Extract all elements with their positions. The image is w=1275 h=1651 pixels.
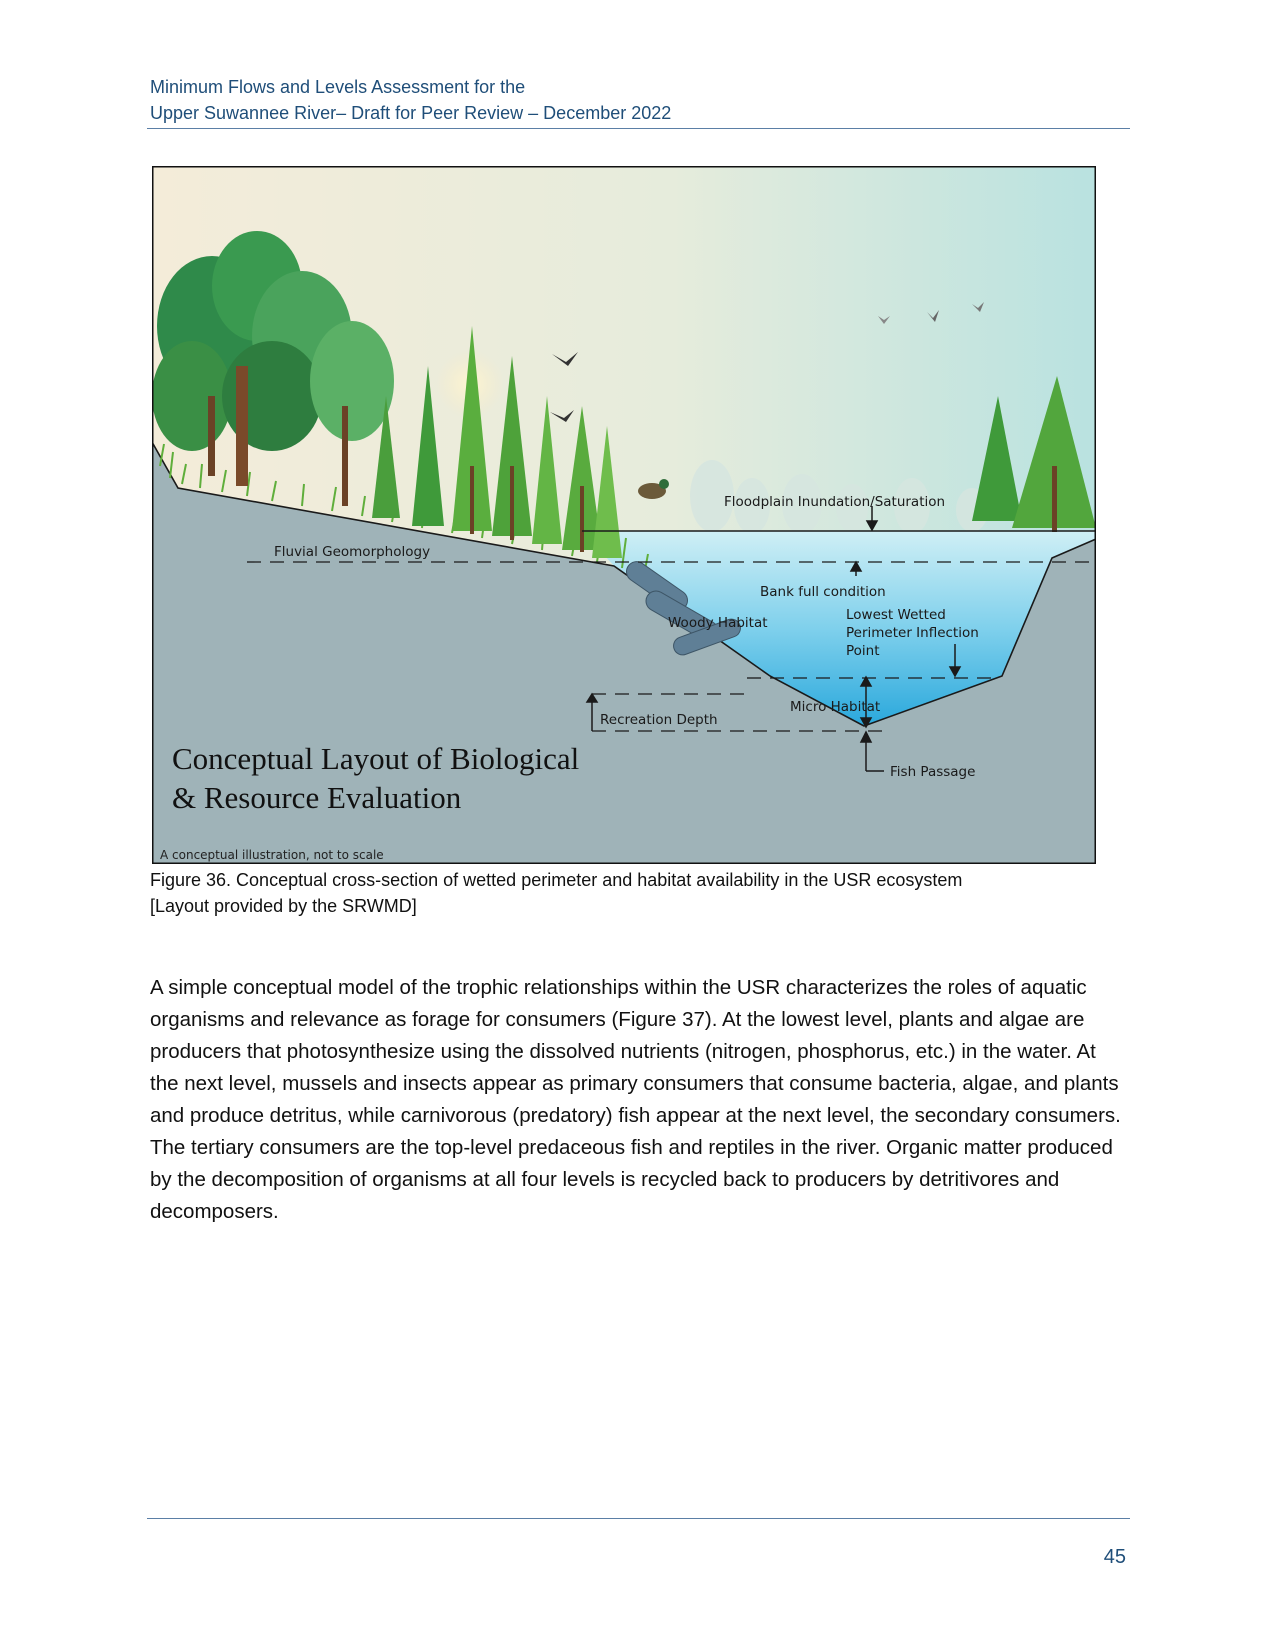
figure-title-line-2: & Resource Evaluation [172,780,462,815]
figure-illustration [152,166,1096,864]
figure-caption [150,867,1130,919]
label-woody-habitat: Woody Habitat [668,615,768,631]
label-micro-habitat: Micro Habitat [790,699,881,715]
label-fluvial-geomorphology: Fluvial Geomorphology [274,544,431,560]
header-line-2: Upper Suwannee River– Draft for Peer Review – December 2022 [150,103,672,123]
label-bank-full: Bank full condition [760,584,886,600]
label-floodplain: Floodplain Inundation/Saturation [724,494,946,510]
label-recreation-depth: Recreation Depth [600,712,718,728]
page-number: 45 [1103,1546,1126,1568]
label-fish-passage: Fish Passage [890,764,976,780]
running-header [150,74,1130,126]
body-paragraph: A simple conceptual model of the trophic relationships within the USR characterizes the roles of aquatic organisms and relevance as forage for consumers (Figure 37). At the lowest level, plants and algae are producers that photosynthesize using the dissolved nutrients (nitrogen, phosphorus, etc.) in the water. At the next level, mussels and insects appear as primary consumers that consume bacteria, algae, and plants and produce detritus, while carnivorous (predatory) fish appear at the next level, the secondary consumers. The tertiary consumers are the top-level predaceous fish and reptiles in the river. Organic matter produced by the decomposition of organisms at all four levels is recycled back to producers by detritivores and decomposers. [150,976,1121,1223]
label-lowest-wetted-3: Point [846,643,880,659]
figure-not-to-scale-note: A conceptual illustration, not to scale [160,848,384,862]
header-rule [147,128,1130,129]
label-lowest-wetted-2: Perimeter Inflection [846,625,979,641]
caption-line-2: [Layout provided by the SRWMD] [150,896,417,916]
footer-rule [147,1518,1130,1519]
figure-title-line-1: Conceptual Layout of Biological [172,741,580,776]
header-line-1: Minimum Flows and Levels Assessment for the [150,77,526,97]
caption-line-1: Figure 36. Conceptual cross-section of wetted perimeter and habitat availability in the USR ecosystem [150,870,963,890]
figure-36 [152,166,1096,864]
label-lowest-wetted-1: Lowest Wetted [846,607,946,623]
